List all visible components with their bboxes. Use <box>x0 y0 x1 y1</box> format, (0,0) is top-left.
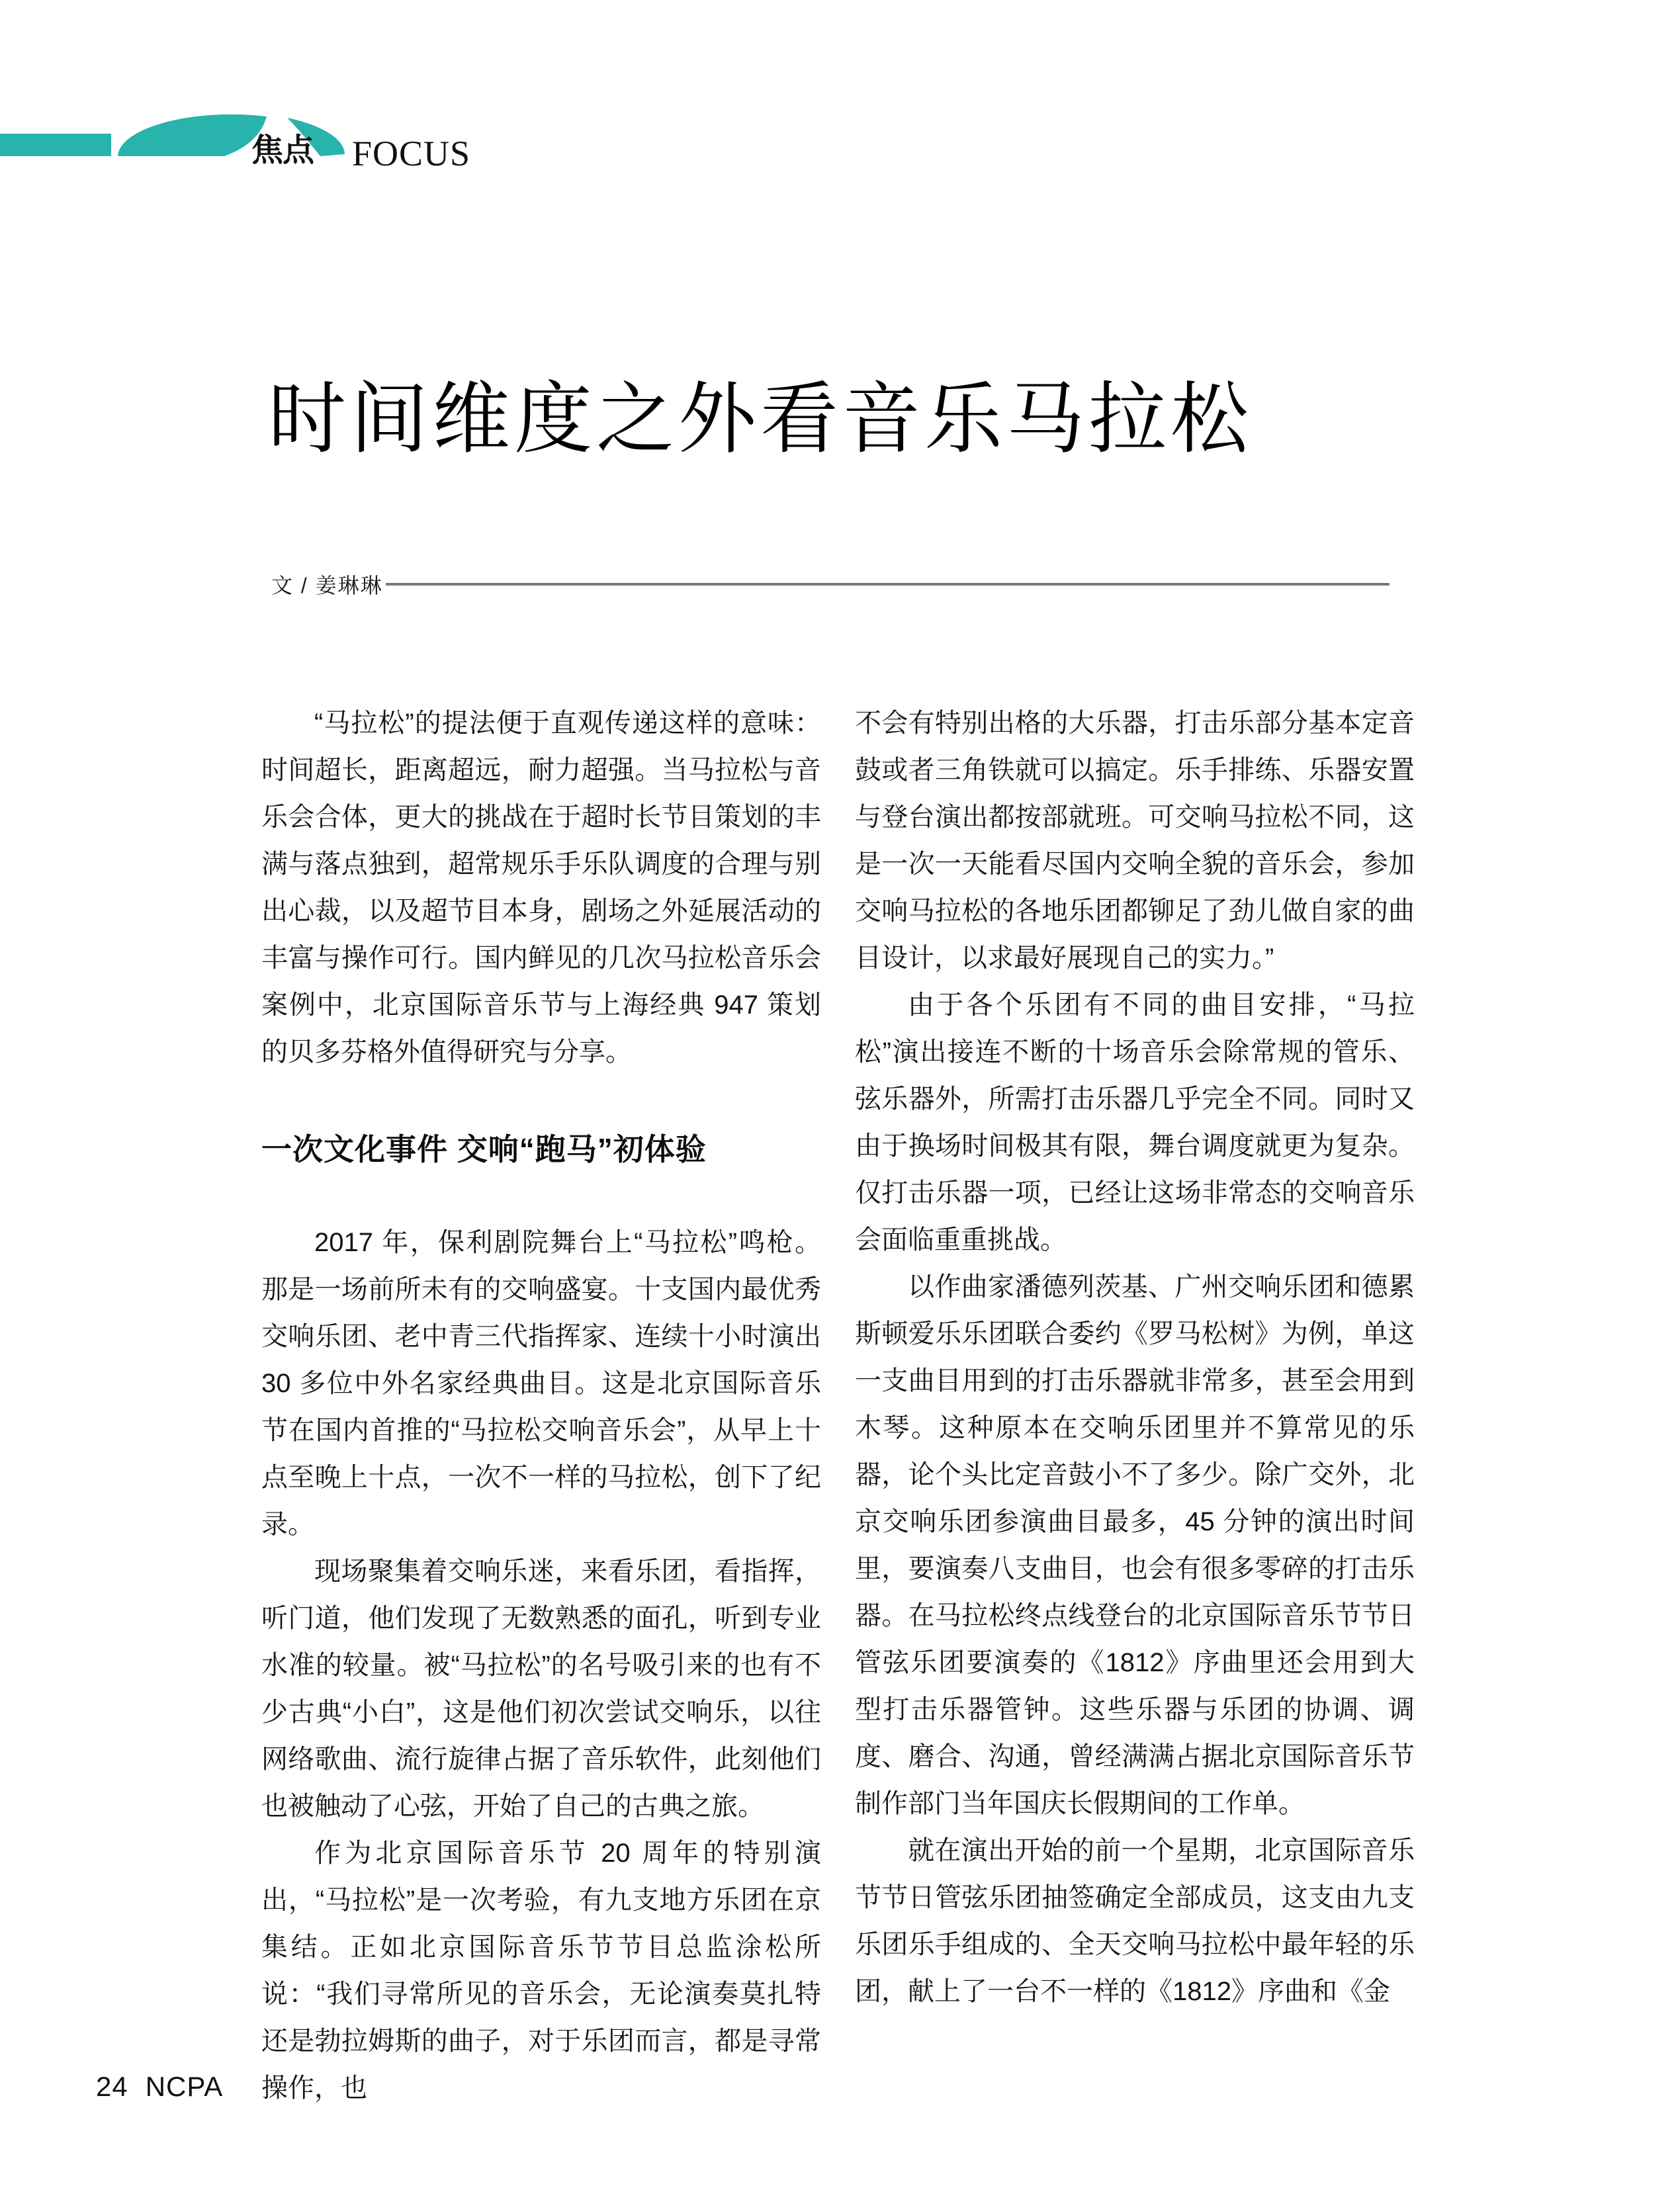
page-number: 24 <box>96 2071 128 2102</box>
paragraph: 不会有特别出格的大乐器，打击乐部分基本定音鼓或者三角铁就可以搞定。乐手排练、乐器安置与登台演出都按部就班。可交响马拉松不同，这是一次一天能看尽国内交响全貌的音乐会，参加交响马拉松的各地乐团都铆足了劲儿做自家的曲目设计，以求最好展现自己的实力。” <box>855 709 1415 973</box>
paragraph: 作为北京国际音乐节 20 周年的特别演出，“马拉松”是一次考验，有九支地方乐团在京集结。正如北京国际音乐节节目总监涂松所说：“我们寻常所见的音乐会，无论演奏莫扎特还是勃拉姆斯的曲子，对于乐团而言，都是寻常操作，也 <box>261 1839 821 2103</box>
header-dome-shape <box>118 114 267 156</box>
header-bar-shape <box>0 134 111 156</box>
byline-rule <box>386 583 1390 586</box>
section-label-cn: 焦点 <box>251 133 314 168</box>
paragraph: 现场聚集着交响乐迷，来看乐团，看指挥，听门道，他们发现了无数熟悉的面孔，听到专业水准的较量。被“马拉松”的名号吸引来的也有不少古典“小白”，这是他们初次尝试交响乐，以往网络歌曲、流行旋律占据了音乐软件，此刻他们也被触动了心弦，开始了自己的古典之旅。 <box>261 1557 821 1821</box>
byline: 文 / 姜琳琳 <box>271 574 383 597</box>
paragraph: “马拉松”的提法便于直观传递这样的意味：时间超长，距离超远，耐力超强。当马拉松与音乐会合体，更大的挑战在于超时长节目策划的丰满与落点独到，超常规乐手乐队调度的合理与别出心裁，以及超节目本身，剧场之外延展活动的丰富与操作可行。国内鲜见的几次马拉松音乐会案例中，北京国际音乐节与上海经典 947 策划的贝多芬格外值得研究与分享。 <box>261 709 821 1067</box>
paragraph: 以作曲家潘德列茨基、广州交响乐团和德累斯顿爱乐乐团联合委约《罗马松树》为例，单这一支曲目用到的打击乐器就非常多，甚至会用到木琴。这种原本在交响乐团里并不算常见的乐器，论个头比定音鼓小不了多少。除广交外，北京交响乐团参演曲目最多，45 分钟的演出时间里，要演奏八支曲目，也会有很多零碎的打击乐器。在马拉松终点线登台的北京国际音乐节节日管弦乐团要演奏的《1812》序曲里还会用到大型打击乐器管钟。这些乐器与乐团的协调、调度、磨合、沟通，曾经满满占据北京国际音乐节制作部门当年国庆长假期间的工作单。 <box>855 1272 1415 1818</box>
right-column <box>855 700 1415 2015</box>
paragraph: 就在演出开始的前一个星期，北京国际音乐节节日管弦乐团抽签确定全部成员，这支由九支乐团乐手组成的、全天交响马拉松中最年轻的乐团，献上了一台不一样的《1812》序曲和《金 <box>855 1836 1415 2006</box>
article-title: 时间维度之外看音乐马拉松 <box>268 376 1253 463</box>
left-column <box>261 700 821 2112</box>
paragraph: 由于各个乐团有不同的曲目安排，“马拉松”演出接连不断的十场音乐会除常规的管乐、弦乐器外，所需打击乐器几乎完全不同。同时又由于换场时间极其有限，舞台调度就更为复杂。仅打击乐器一项，已经让这场非常态的交响音乐会面临重重挑战。 <box>855 990 1415 1254</box>
section-label-en: FOCUS <box>352 134 471 173</box>
publication-name: NCPA <box>145 2071 224 2102</box>
paragraph: 2017 年，保利剧院舞台上“马拉松”鸣枪。那是一场前所未有的交响盛宴。十支国内最优秀交响乐团、老中青三代指挥家、连续十小时演出 30 多位中外名家经典曲目。这是北京国际音乐节在国内首推的“马拉松交响音乐会”，从早上十点至晚上十点，一次不一样的马拉松，创下了纪录。 <box>261 1228 821 1539</box>
page-footer <box>96 2071 223 2103</box>
section-heading: 一次文化事件 交响“跑马”初体验 <box>261 1132 707 1166</box>
